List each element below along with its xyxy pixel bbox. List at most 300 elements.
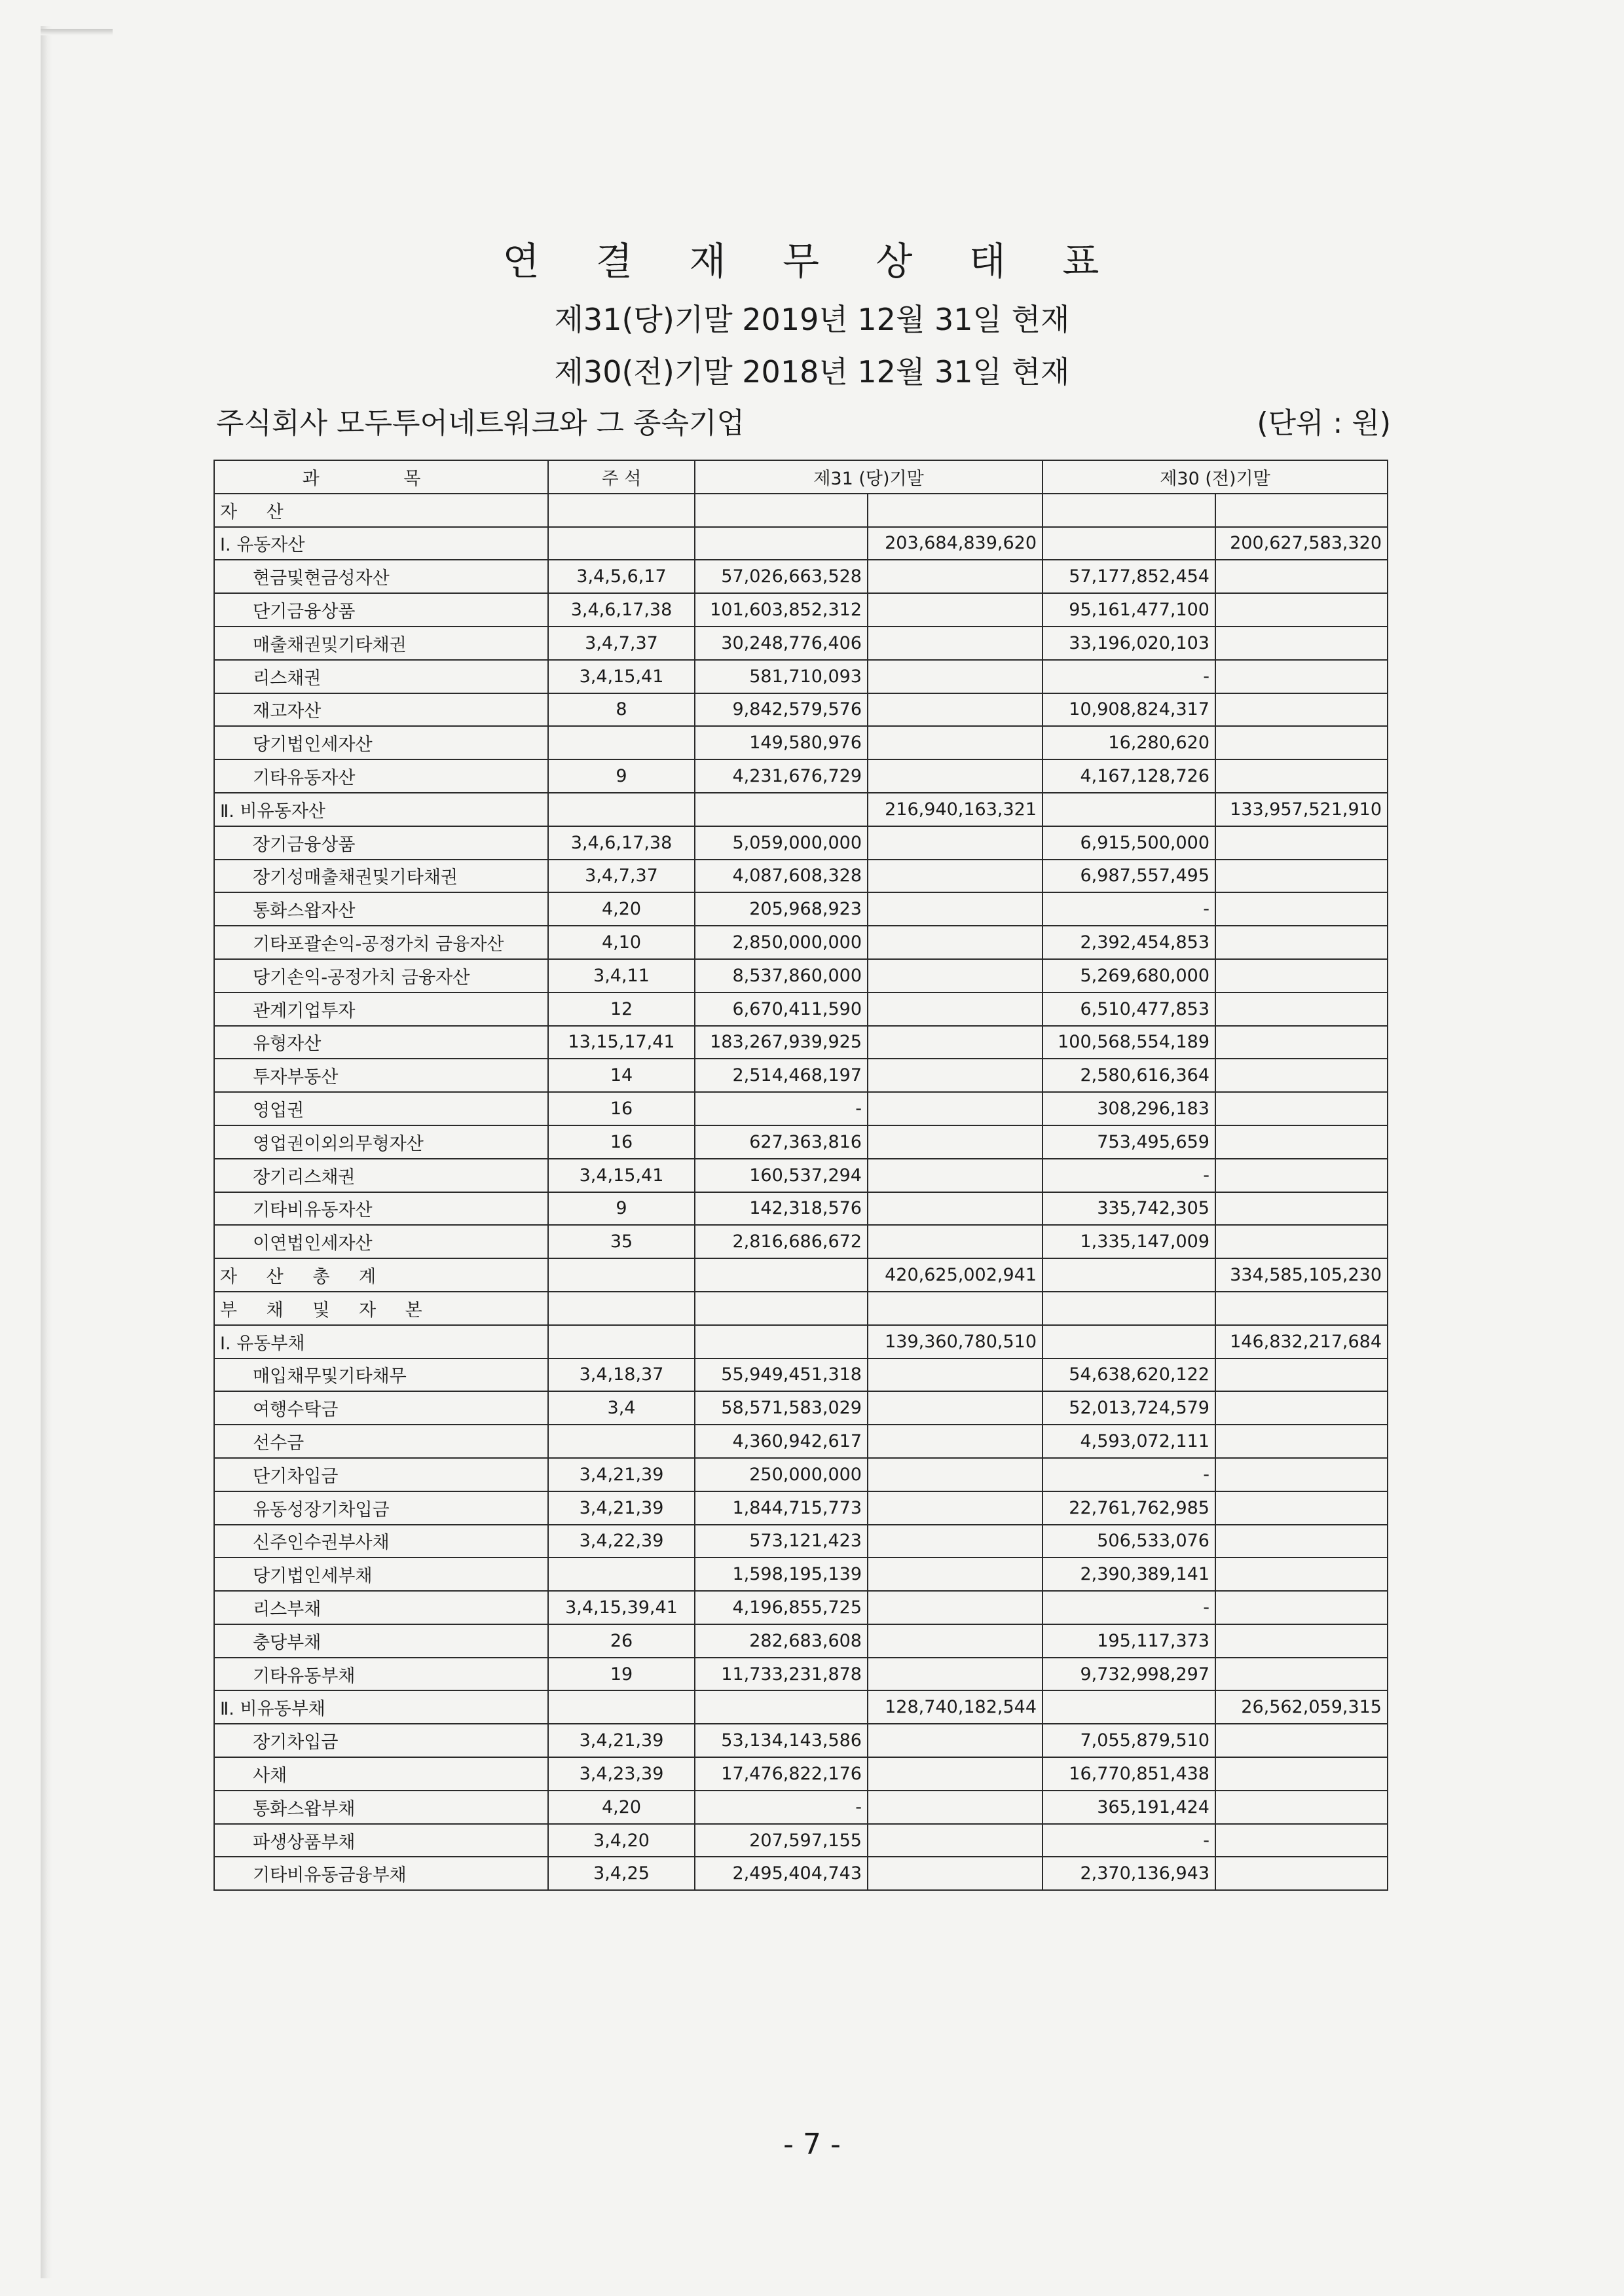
current-total-amount [868,1757,1043,1791]
prior-detail-amount: - [1043,892,1215,926]
note-ref: 3,4,20 [548,1824,695,1857]
prior-total-amount [1215,1192,1388,1226]
prior-detail-amount: 5,269,680,000 [1043,959,1215,993]
current-detail-amount: 1,598,195,139 [695,1558,868,1591]
row-label: 당기법인세부채 [214,1558,548,1591]
current-detail-amount: 282,683,608 [695,1624,868,1658]
row-label: 영업권 [214,1092,548,1125]
current-detail-amount: - [695,1791,868,1824]
current-total-amount [868,1059,1043,1092]
prior-total-amount [1215,1525,1388,1558]
row-label: 기타유동자산 [214,759,548,793]
table-row [214,1125,1388,1159]
prior-detail-amount: 52,013,724,579 [1043,1391,1215,1425]
note-ref: 3,4,7,37 [548,860,695,893]
note-ref: 4,20 [548,892,695,926]
current-detail-amount: 581,710,093 [695,660,868,693]
table-row [214,759,1388,793]
prior-detail-amount: 335,742,305 [1043,1192,1215,1226]
current-total-amount [868,926,1043,959]
table-row [214,1059,1388,1092]
prior-detail-amount [1043,1292,1215,1325]
table-row [214,860,1388,893]
table-row [214,1458,1388,1491]
prior-total-amount [1215,1092,1388,1125]
current-detail-amount: 207,597,155 [695,1824,868,1857]
row-label: 단기차입금 [214,1458,548,1491]
current-detail-amount: 2,514,468,197 [695,1059,868,1092]
row-label: 사채 [214,1757,548,1791]
row-label: 매입채무및기타채무 [214,1358,548,1392]
current-detail-amount [695,793,868,826]
current-detail-amount: 573,121,423 [695,1525,868,1558]
table-row [214,726,1388,759]
company-name: 주식회사 모두투어네트워크와 그 종속기업 [216,407,745,440]
prior-detail-amount: 195,117,373 [1043,1624,1215,1658]
prior-total-amount: 133,957,521,910 [1215,793,1388,826]
table-row [214,1325,1388,1358]
current-total-amount [868,860,1043,893]
note-ref: 3,4,23,39 [548,1757,695,1791]
note-ref [548,793,695,826]
row-label: 기타비유동금융부채 [214,1857,548,1890]
note-ref: 9 [548,1192,695,1226]
prior-total-amount [1215,593,1388,627]
row-label: 유동성장기차입금 [214,1491,548,1525]
prior-detail-amount: 6,510,477,853 [1043,993,1215,1026]
prior-total-amount [1215,1658,1388,1691]
prior-detail-amount: - [1043,1159,1215,1192]
prior-detail-amount: 100,568,554,189 [1043,1026,1215,1059]
note-ref [548,726,695,759]
prior-detail-amount: 57,177,852,454 [1043,560,1215,593]
note-ref [548,1558,695,1591]
current-total-amount: 420,625,002,941 [868,1258,1043,1292]
row-label: 당기법인세자산 [214,726,548,759]
note-ref [548,494,695,527]
prior-total-amount [1215,1757,1388,1791]
row-label: 장기성매출채권및기타채권 [214,860,548,893]
current-detail-amount: 142,318,576 [695,1192,868,1226]
note-ref: 3,4,11 [548,959,695,993]
prior-detail-amount: - [1043,660,1215,693]
table-row [214,1724,1388,1757]
period-prior: 제30(전)기말 2018년 12월 31일 현재 [554,354,1070,390]
row-label: Ⅰ. 유동부채 [214,1325,548,1358]
row-label: 유형자산 [214,1026,548,1059]
current-detail-amount: 160,537,294 [695,1159,868,1192]
table-body [214,494,1388,1890]
header-item: 과 목 [214,460,548,494]
note-ref: 19 [548,1658,695,1691]
row-label: 자 산 [214,494,548,527]
current-total-amount [868,627,1043,660]
prior-total-amount [1215,926,1388,959]
note-ref: 4,10 [548,926,695,959]
balance-sheet-table [213,460,1388,1891]
table-row [214,926,1388,959]
prior-total-amount [1215,1425,1388,1458]
current-detail-amount: 627,363,816 [695,1125,868,1159]
note-ref: 9 [548,759,695,793]
current-detail-amount [695,527,868,560]
note-ref: 3,4,21,39 [548,1458,695,1491]
prior-detail-amount: 9,732,998,297 [1043,1658,1215,1691]
prior-total-amount [1215,892,1388,926]
prior-total-amount: 26,562,059,315 [1215,1690,1388,1724]
row-label: 매출채권및기타채권 [214,627,548,660]
prior-detail-amount: 4,593,072,111 [1043,1425,1215,1458]
row-label: 투자부동산 [214,1059,548,1092]
table-row [214,1026,1388,1059]
current-total-amount [868,1525,1043,1558]
current-total-amount [868,1159,1043,1192]
table-row [214,1358,1388,1392]
row-label: 장기금융상품 [214,826,548,860]
current-total-amount [868,693,1043,727]
current-total-amount: 128,740,182,544 [868,1690,1043,1724]
prior-total-amount [1215,627,1388,660]
row-label: 여행수탁금 [214,1391,548,1425]
table-row [214,1491,1388,1525]
prior-detail-amount: - [1043,1458,1215,1491]
current-total-amount [868,1391,1043,1425]
table-header-row [214,460,1388,494]
table-row [214,959,1388,993]
row-label: 신주인수권부사채 [214,1525,548,1558]
table-row [214,1757,1388,1791]
row-label: 통화스왑부채 [214,1791,548,1824]
prior-total-amount [1215,1458,1388,1491]
table-row [214,1425,1388,1458]
table-row [214,1824,1388,1857]
table-row [214,693,1388,727]
current-total-amount [868,560,1043,593]
prior-total-amount [1215,1824,1388,1857]
current-detail-amount: 58,571,583,029 [695,1391,868,1425]
table-row [214,1092,1388,1125]
current-total-amount [868,1624,1043,1658]
current-total-amount [868,1125,1043,1159]
table-row [214,560,1388,593]
row-label: 장기리스채권 [214,1159,548,1192]
table-row [214,627,1388,660]
table-row [214,1591,1388,1624]
row-label: 충당부채 [214,1624,548,1658]
row-label: 영업권이외의무형자산 [214,1125,548,1159]
current-detail-amount: 2,850,000,000 [695,926,868,959]
note-ref [548,527,695,560]
note-ref: 3,4,22,39 [548,1525,695,1558]
prior-detail-amount: 2,580,616,364 [1043,1059,1215,1092]
row-label: 현금및현금성자산 [214,560,548,593]
current-detail-amount: 5,059,000,000 [695,826,868,860]
note-ref: 3,4,21,39 [548,1491,695,1525]
current-total-amount [868,1658,1043,1691]
prior-detail-amount [1043,793,1215,826]
current-total-amount [868,993,1043,1026]
note-ref: 13,15,17,41 [548,1026,695,1059]
prior-detail-amount: 2,370,136,943 [1043,1857,1215,1890]
table-row [214,593,1388,627]
table-row [214,1525,1388,1558]
prior-total-amount [1215,726,1388,759]
row-label: 관계기업투자 [214,993,548,1026]
header-current-period: 제31 (당)기말 [695,460,1043,494]
note-ref: 8 [548,693,695,727]
prior-total-amount [1215,860,1388,893]
prior-total-amount [1215,1558,1388,1591]
table-row [214,1558,1388,1591]
current-total-amount [868,759,1043,793]
note-ref [548,1690,695,1724]
current-total-amount [868,726,1043,759]
current-detail-amount [695,494,868,527]
prior-total-amount [1215,1491,1388,1525]
current-total-amount [868,1591,1043,1624]
prior-total-amount [1215,1724,1388,1757]
row-label: Ⅱ. 비유동부채 [214,1690,548,1724]
prior-total-amount [1215,693,1388,727]
prior-total-amount [1215,1857,1388,1890]
table-row [214,1690,1388,1724]
note-ref: 12 [548,993,695,1026]
row-label: 재고자산 [214,693,548,727]
row-label: 리스부채 [214,1591,548,1624]
current-detail-amount: 183,267,939,925 [695,1026,868,1059]
current-detail-amount: 101,603,852,312 [695,593,868,627]
currency-unit: (단위 : 원) [1257,407,1391,440]
prior-detail-amount [1043,1258,1215,1292]
current-total-amount [868,593,1043,627]
current-detail-amount: 9,842,579,576 [695,693,868,727]
prior-total-amount [1215,1391,1388,1425]
row-label: 부 채 및 자 본 [214,1292,548,1325]
prior-detail-amount: 506,533,076 [1043,1525,1215,1558]
prior-detail-amount: 54,638,620,122 [1043,1358,1215,1392]
current-total-amount [868,1358,1043,1392]
table-row [214,1391,1388,1425]
note-ref: 4,20 [548,1791,695,1824]
prior-detail-amount [1043,1325,1215,1358]
current-detail-amount: 1,844,715,773 [695,1491,868,1525]
note-ref [548,1325,695,1358]
note-ref: 16 [548,1092,695,1125]
current-detail-amount: - [695,1092,868,1125]
current-total-amount [868,494,1043,527]
prior-total-amount [1215,494,1388,527]
prior-total-amount [1215,1358,1388,1392]
current-total-amount [868,1425,1043,1458]
table-row [214,660,1388,693]
row-label: Ⅰ. 유동자산 [214,527,548,560]
current-total-amount: 139,360,780,510 [868,1325,1043,1358]
current-detail-amount: 8,537,860,000 [695,959,868,993]
row-label: 기타포괄손익-공정가치 금융자산 [214,926,548,959]
current-detail-amount: 4,087,608,328 [695,860,868,893]
current-total-amount [868,826,1043,860]
header-prior-period: 제30 (전)기말 [1043,460,1388,494]
current-total-amount [868,660,1043,693]
current-detail-amount: 205,968,923 [695,892,868,926]
note-ref: 3,4,25 [548,1857,695,1890]
current-total-amount [868,959,1043,993]
note-ref: 3,4 [548,1391,695,1425]
table-row [214,826,1388,860]
table-row [214,1192,1388,1226]
current-detail-amount: 4,196,855,725 [695,1591,868,1624]
current-detail-amount: 2,495,404,743 [695,1857,868,1890]
table-row [214,1292,1388,1325]
prior-detail-amount: 308,296,183 [1043,1092,1215,1125]
current-detail-amount: 11,733,231,878 [695,1658,868,1691]
prior-total-amount [1215,826,1388,860]
note-ref: 3,4,6,17,38 [548,593,695,627]
prior-detail-amount: 95,161,477,100 [1043,593,1215,627]
note-ref: 3,4,15,39,41 [548,1591,695,1624]
prior-total-amount [1215,1125,1388,1159]
prior-detail-amount: 1,335,147,009 [1043,1225,1215,1258]
prior-detail-amount: 4,167,128,726 [1043,759,1215,793]
note-ref: 3,4,21,39 [548,1724,695,1757]
note-ref: 16 [548,1125,695,1159]
row-label: 기타비유동자산 [214,1192,548,1226]
prior-total-amount [1215,1059,1388,1092]
table-row [214,527,1388,560]
row-label: 선수금 [214,1425,548,1458]
prior-total-amount [1215,759,1388,793]
header-note: 주 석 [548,460,695,494]
table-row [214,892,1388,926]
note-ref [548,1258,695,1292]
current-detail-amount: 6,670,411,590 [695,993,868,1026]
row-label: 이연법인세자산 [214,1225,548,1258]
current-detail-amount: 53,134,143,586 [695,1724,868,1757]
prior-total-amount: 334,585,105,230 [1215,1258,1388,1292]
prior-total-amount [1215,660,1388,693]
current-detail-amount: 4,360,942,617 [695,1425,868,1458]
current-total-amount [868,1491,1043,1525]
prior-total-amount [1215,959,1388,993]
note-ref: 3,4,6,17,38 [548,826,695,860]
note-ref: 3,4,7,37 [548,627,695,660]
current-total-amount [868,1092,1043,1125]
period-current: 제31(당)기말 2019년 12월 31일 현재 [554,302,1070,337]
note-ref [548,1425,695,1458]
table-row [214,1624,1388,1658]
row-label: Ⅱ. 비유동자산 [214,793,548,826]
row-label: 장기차입금 [214,1724,548,1757]
current-total-amount: 216,940,163,321 [868,793,1043,826]
prior-detail-amount: 6,987,557,495 [1043,860,1215,893]
note-ref: 3,4,15,41 [548,1159,695,1192]
current-detail-amount: 2,816,686,672 [695,1225,868,1258]
page-number: - 7 - [783,2128,841,2161]
row-label: 통화스왑자산 [214,892,548,926]
table-row [214,993,1388,1026]
prior-total-amount [1215,1292,1388,1325]
current-detail-amount: 55,949,451,318 [695,1358,868,1392]
prior-detail-amount: 7,055,879,510 [1043,1724,1215,1757]
document-title: 연 결 재 무 상 태 표 [502,239,1122,283]
scan-staple-mark [41,29,113,35]
current-detail-amount [695,1292,868,1325]
row-label: 파생상품부채 [214,1824,548,1857]
current-total-amount [868,1026,1043,1059]
current-total-amount [868,1225,1043,1258]
prior-total-amount [1215,1624,1388,1658]
current-detail-amount: 149,580,976 [695,726,868,759]
prior-detail-amount [1043,494,1215,527]
row-label: 기타유동부채 [214,1658,548,1691]
prior-total-amount: 146,832,217,684 [1215,1325,1388,1358]
table-row [214,494,1388,527]
table-row [214,1791,1388,1824]
prior-detail-amount: 33,196,020,103 [1043,627,1215,660]
note-ref: 26 [548,1624,695,1658]
current-detail-amount: 4,231,676,729 [695,759,868,793]
note-ref [548,1292,695,1325]
prior-detail-amount: 22,761,762,985 [1043,1491,1215,1525]
prior-detail-amount: 16,770,851,438 [1043,1757,1215,1791]
prior-total-amount [1215,1591,1388,1624]
prior-detail-amount: 16,280,620 [1043,726,1215,759]
table-row [214,1225,1388,1258]
current-total-amount [868,1824,1043,1857]
current-total-amount [868,1192,1043,1226]
current-total-amount [868,1724,1043,1757]
row-label: 자 산 총 계 [214,1258,548,1292]
table-row [214,1658,1388,1691]
current-detail-amount: 250,000,000 [695,1458,868,1491]
table-row [214,1857,1388,1890]
prior-detail-amount: 6,915,500,000 [1043,826,1215,860]
current-detail-amount [695,1258,868,1292]
note-ref: 3,4,15,41 [548,660,695,693]
prior-detail-amount: - [1043,1824,1215,1857]
prior-detail-amount: 10,908,824,317 [1043,693,1215,727]
prior-total-amount [1215,1026,1388,1059]
note-ref: 3,4,5,6,17 [548,560,695,593]
prior-detail-amount: 365,191,424 [1043,1791,1215,1824]
current-detail-amount [695,1325,868,1358]
row-label: 당기손익-공정가치 금융자산 [214,959,548,993]
current-detail-amount: 17,476,822,176 [695,1757,868,1791]
current-total-amount [868,1857,1043,1890]
current-total-amount [868,1791,1043,1824]
prior-detail-amount [1043,527,1215,560]
row-label: 단기금융상품 [214,593,548,627]
current-total-amount: 203,684,839,620 [868,527,1043,560]
table-row [214,1258,1388,1292]
prior-total-amount [1215,993,1388,1026]
prior-total-amount [1215,1791,1388,1824]
prior-total-amount [1215,560,1388,593]
note-ref: 3,4,18,37 [548,1358,695,1392]
prior-total-amount [1215,1159,1388,1192]
current-total-amount [868,892,1043,926]
prior-detail-amount: 2,392,454,853 [1043,926,1215,959]
table-row [214,1159,1388,1192]
prior-detail-amount: 753,495,659 [1043,1125,1215,1159]
table-row [214,793,1388,826]
prior-detail-amount: 2,390,389,141 [1043,1558,1215,1591]
current-total-amount [868,1458,1043,1491]
prior-total-amount [1215,1225,1388,1258]
note-ref: 35 [548,1225,695,1258]
current-total-amount [868,1558,1043,1591]
prior-detail-amount: - [1043,1591,1215,1624]
